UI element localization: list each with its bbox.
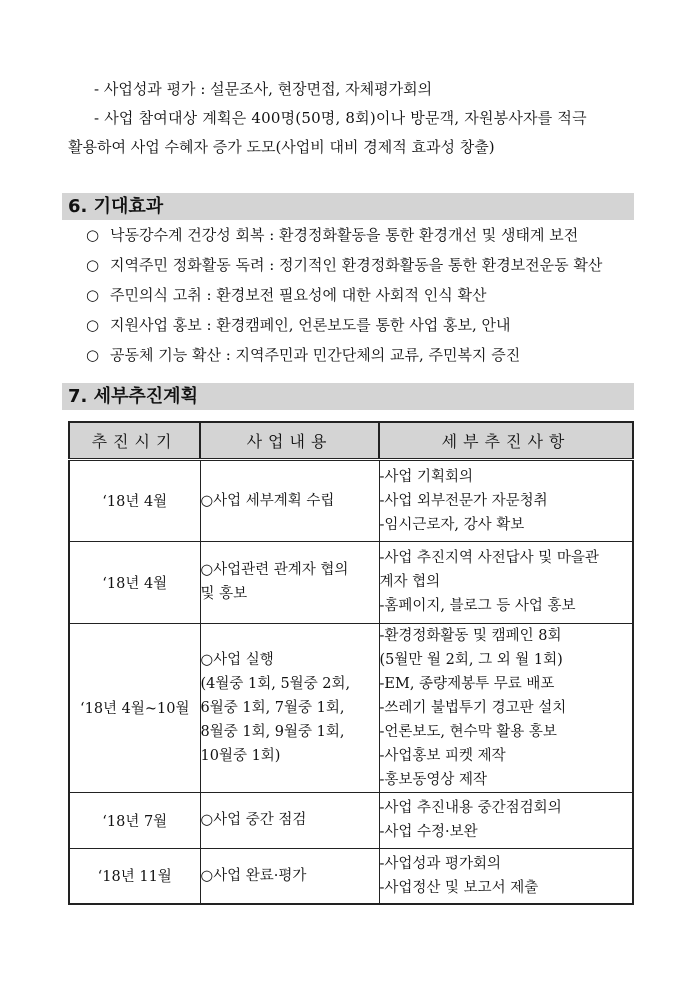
details-cell xyxy=(379,459,633,541)
detail-line: -사업 수정·보완 xyxy=(379,824,478,840)
content-line: ○사업 세부계획 수립 xyxy=(200,492,335,509)
details-cell xyxy=(379,792,633,848)
detail-line: -임시근로자, 강사 확보 xyxy=(379,516,525,533)
table-row xyxy=(69,792,633,848)
content-line: ○사업 완료·평가 xyxy=(200,867,307,884)
effect-text: 지역주민 정화활동 독려 : 정기적인 환경정화활동을 통한 환경보전운동 확산 xyxy=(110,256,603,274)
detail-line: -환경정화활동 및 캠페인 8회 xyxy=(379,627,562,644)
detail-line: -사업 추진지역 사전답사 및 마을관 xyxy=(379,550,599,566)
header-details: 세부추진사항 xyxy=(379,422,633,459)
schedule-cell: ‘18년 4월 xyxy=(69,459,200,541)
table-row xyxy=(69,848,633,904)
table-header-row xyxy=(69,422,633,459)
list-item xyxy=(86,312,602,342)
detail-line: -사업홍보 피켓 제작 xyxy=(379,747,506,764)
content-cell xyxy=(200,459,379,541)
list-item xyxy=(86,282,602,312)
table-row xyxy=(69,541,633,623)
detail-line: -사업정산 및 보고서 제출 xyxy=(379,879,539,896)
content-line: 및 홍보 xyxy=(200,586,248,602)
table-row xyxy=(69,459,633,541)
detailed-plan-table xyxy=(68,421,634,905)
schedule-cell: ‘18년 4월~10월 xyxy=(69,623,200,792)
content-line: 6월중 1회, 7월중 1회, xyxy=(200,699,345,716)
detail-line: -쓰레기 불법투기 경고판 설치 xyxy=(379,699,567,716)
content-cell xyxy=(200,541,379,623)
content-cell xyxy=(200,848,379,904)
header-content: 사업내용 xyxy=(200,422,379,459)
detail-line: -사업성과 평가회의 xyxy=(379,855,502,872)
list-item xyxy=(86,252,602,282)
content-line: ○사업 실행 xyxy=(200,651,274,668)
content-line: (4월중 1회, 5월중 2회, xyxy=(200,675,351,692)
detail-line: -홍보동영상 제작 xyxy=(379,771,488,788)
circle-bullet-icon: ○ xyxy=(86,256,100,274)
detail-line: -사업 기획회의 xyxy=(379,468,474,485)
expected-effects-list xyxy=(86,222,602,372)
content-cell xyxy=(200,792,379,848)
circle-bullet-icon: ○ xyxy=(86,346,100,364)
effect-text: 지원사업 홍보 : 환경캠페인, 언론보도를 통한 사업 홍보, 안내 xyxy=(110,316,511,334)
details-cell xyxy=(379,848,633,904)
header-schedule: 추진시기 xyxy=(69,422,200,459)
section-7-heading: 7. 세부추진계획 xyxy=(62,383,634,410)
content-cell xyxy=(200,623,379,792)
detail-line: -언론보도, 현수막 활용 홍보 xyxy=(379,723,557,740)
effect-text: 공동체 기능 확산 : 지역주민과 민간단체의 교류, 주민복지 증진 xyxy=(110,346,521,364)
detail-line: -사업 외부전문가 자문청취 xyxy=(379,492,548,509)
details-cell xyxy=(379,541,633,623)
intro-line-participants-cont: 활용하여 사업 수혜자 증가 도모(사업비 대비 경제적 효과성 창출) xyxy=(68,138,495,156)
detail-line: -EM, 종량제봉투 무료 배포 xyxy=(379,675,555,692)
section-6-heading: 6. 기대효과 xyxy=(62,193,634,220)
content-line: ○사업관련 관계자 협의 xyxy=(200,562,349,578)
schedule-cell: ‘18년 7월 xyxy=(69,792,200,848)
effect-text: 주민의식 고취 : 환경보전 필요성에 대한 사회적 인식 확산 xyxy=(110,286,487,304)
detail-line: -사업 추진내용 중간점검회의 xyxy=(379,800,562,816)
list-item xyxy=(86,222,602,252)
intro-line-participants: - 사업 참여대상 계획은 400명(50명, 8회)이나 방문객, 자원봉사자를 적극 xyxy=(94,109,587,127)
circle-bullet-icon: ○ xyxy=(86,226,100,244)
schedule-cell: ‘18년 11월 xyxy=(69,848,200,904)
detail-line: 계자 협의 xyxy=(379,574,441,590)
content-line: ○사업 중간 점검 xyxy=(200,812,307,828)
detail-line: (5월만 월 2회, 그 외 월 1회) xyxy=(379,651,563,668)
content-line: 10월중 1회) xyxy=(200,747,281,764)
list-item xyxy=(86,342,602,372)
table-row xyxy=(69,623,633,792)
intro-line-evaluation: - 사업성과 평가 : 설문조사, 현장면접, 자체평가회의 xyxy=(94,80,433,98)
content-line: 8월중 1회, 9월중 1회, xyxy=(200,723,345,740)
effect-text: 낙동강수계 건강성 회복 : 환경정화활동을 통한 환경개선 및 생태계 보전 xyxy=(110,226,579,244)
details-cell xyxy=(379,623,633,792)
circle-bullet-icon: ○ xyxy=(86,316,100,334)
circle-bullet-icon: ○ xyxy=(86,286,100,304)
detail-line: -홈페이지, 블로그 등 사업 홍보 xyxy=(379,598,576,614)
schedule-cell: ‘18년 4월 xyxy=(69,541,200,623)
